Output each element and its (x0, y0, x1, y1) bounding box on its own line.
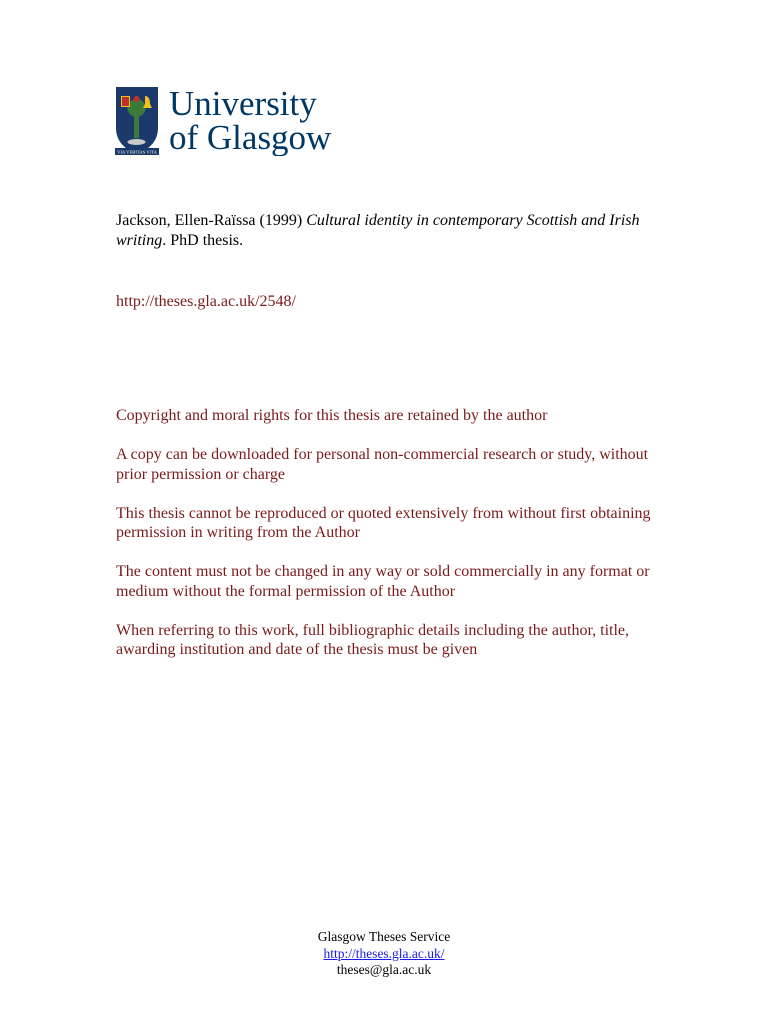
citation-title: Cultural identity in contemporary Scottish and Irish writing (116, 212, 640, 249)
footer-email[interactable]: theses@gla.ac.uk (336, 962, 432, 977)
rights-reproduction: This thesis cannot be reproduced or quoted extensively from without first obtaining permission in writing from the Author (116, 504, 651, 541)
logo-line-2: of Glasgow (169, 118, 332, 156)
university-crest-icon (115, 86, 345, 156)
citation-author-year: Jackson, Ellen-Raïssa (1999) (116, 212, 307, 229)
footer-link[interactable]: http://theses.gla.ac.uk/ (323, 945, 445, 961)
rights-statement (116, 406, 676, 679)
rights-copyright: Copyright and moral rights for this thesis are retained by the author (116, 407, 548, 424)
rights-citation: When referring to this work, full bibliographic details including the author, title, awarding institution and date of the thesis must be given (116, 621, 630, 658)
citation-suffix: . PhD thesis. (162, 232, 244, 249)
university-logo (115, 86, 345, 156)
rights-download: A copy can be downloaded for personal non-commercial research or study, without prior permission or charge (116, 446, 649, 483)
citation (116, 211, 676, 251)
footer (0, 929, 768, 979)
rights-modification: The content must not be changed in any way or sold commercially in any format or medium without the formal permission of the Author (116, 563, 650, 600)
logo-motto: VIA VERITAS VITA (117, 149, 157, 155)
footer-service-name: Glasgow Theses Service (317, 929, 451, 944)
thesis-url[interactable]: http://theses.gla.ac.uk/2548/ (116, 293, 296, 310)
logo-line-1: University (169, 86, 317, 123)
